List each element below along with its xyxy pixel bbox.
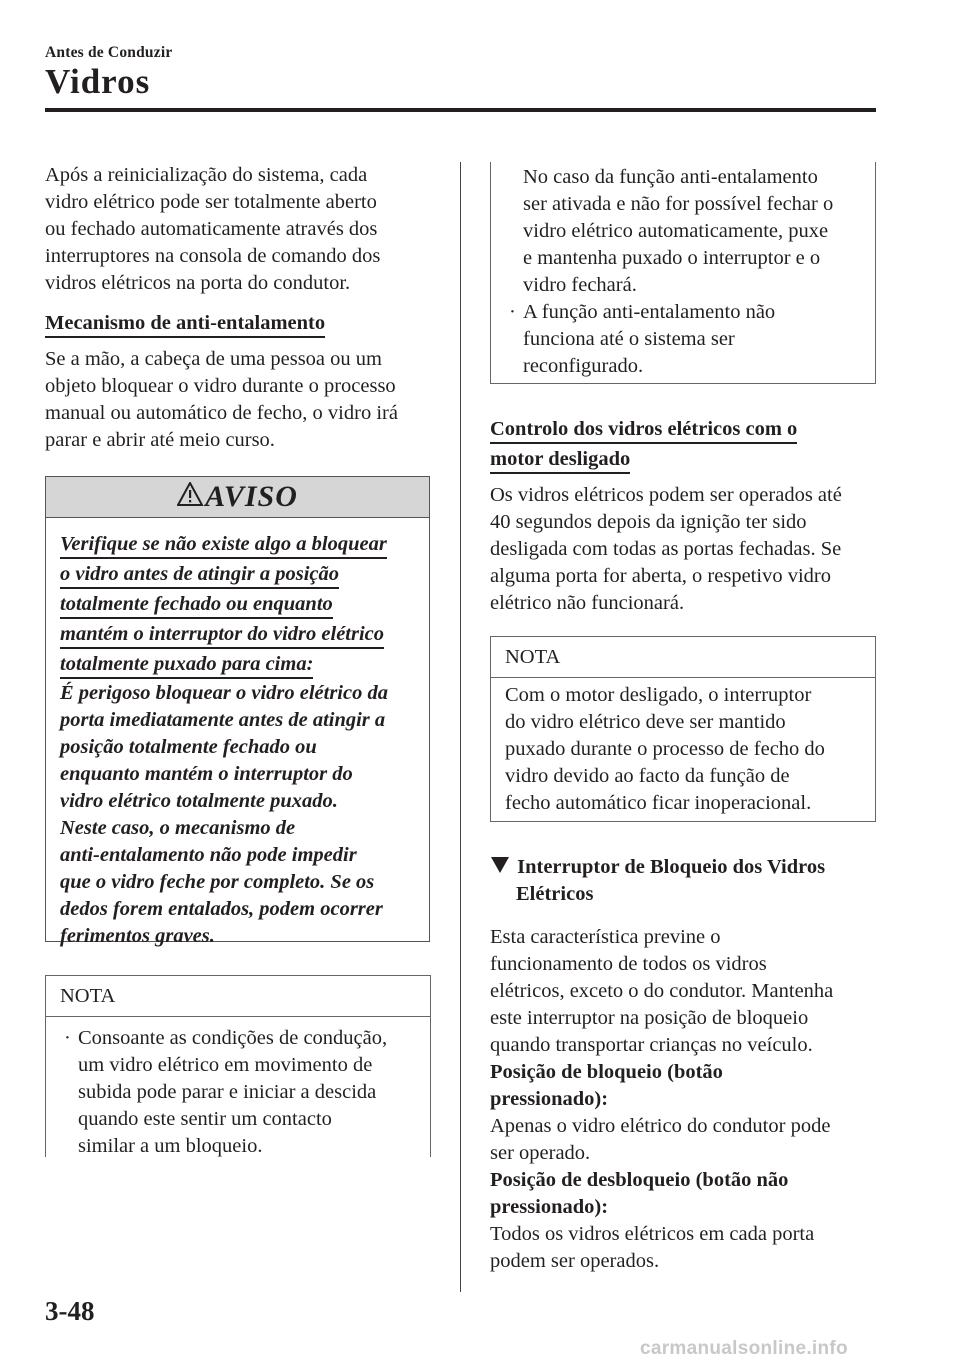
text-line: ou fechado automaticamente através dos	[45, 218, 378, 240]
note-continued-body	[491, 162, 875, 380]
lock-paragraph	[490, 924, 885, 1275]
mechanism-paragraph	[45, 346, 445, 454]
page-number: 3-48	[45, 1296, 95, 1326]
lock-heading-line: Interruptor de Bloqueio dos Vidros	[517, 856, 826, 878]
text-line: Após a reinicialização do sistema, cada	[45, 164, 368, 186]
section-label: Antes de Conduzir	[45, 44, 173, 61]
text-line: alguma porta for aberta, o respetivo vidro	[490, 565, 831, 587]
warning-underlined-line: mantém o interruptor do vidro elétrico	[60, 622, 384, 649]
note-title: NOTA	[491, 637, 875, 678]
text-line: manual ou automático de fecho, o vidro irá	[45, 402, 398, 424]
text-line: vidro fechará.	[523, 274, 637, 296]
warning-text-line: É perigoso bloquear o vidro elétrico da	[60, 682, 388, 704]
warning-text-line: que o vidro feche por completo. Se os	[60, 871, 375, 893]
lock-heading-line: Elétricos	[516, 883, 594, 905]
warning-text-line: ferimentos graves.	[60, 925, 215, 947]
text-line: este interruptor na posição de bloqueio	[490, 1007, 809, 1029]
text-line: Os vidros elétricos podem ser operados até	[490, 484, 842, 506]
page-title: Vidros	[45, 62, 151, 101]
warning-text-line: Neste caso, o mecanismo de	[60, 817, 296, 839]
unlock-position-heading: Posição de desbloqueio (botão não	[490, 1169, 789, 1191]
note-body	[46, 1017, 430, 1160]
warning-underlined-line: totalmente fechado ou enquanto	[60, 592, 333, 619]
lock-position-heading: pressionado):	[490, 1088, 609, 1110]
text-line: Todos os vidros elétricos em cada porta	[490, 1223, 815, 1245]
warning-text-line: enquanto mantém o interruptor do	[60, 763, 353, 785]
text-line: podem ser operados.	[490, 1250, 660, 1272]
lock-position-heading: Posição de bloqueio (botão	[490, 1061, 723, 1083]
bullet-icon: ·	[509, 301, 516, 323]
warning-header	[46, 477, 429, 518]
text-line: parar e abrir até meio curso.	[45, 429, 275, 451]
text-line: quando transportar crianças no veículo.	[490, 1034, 813, 1056]
text-line: um vidro elétrico em movimento de	[78, 1054, 373, 1076]
note-box-continued	[490, 162, 876, 384]
warning-underlined-line: Verifique se não existe algo a bloquear	[60, 532, 387, 559]
text-line: vidro elétrico pode ser totalmente aberto	[45, 191, 377, 213]
triangle-down-icon	[490, 856, 510, 874]
text-line: Se a mão, a cabeça de uma pessoa ou um	[45, 348, 382, 370]
text-line: ser operado.	[490, 1142, 591, 1164]
column-divider	[460, 162, 461, 1292]
watermark: carmanualsonline.info	[640, 1338, 848, 1359]
text-line: desligada com todas as portas fechadas. Se	[490, 538, 842, 560]
text-line: interruptores na consola de comando dos	[45, 245, 381, 267]
text-line: ser ativada e não for possível fechar o	[523, 193, 834, 215]
text-line: subida pode parar e iniciar a descida	[78, 1081, 377, 1103]
warning-text-line: anti-entalamento não pode impedir	[60, 844, 357, 866]
note-title: NOTA	[46, 976, 430, 1017]
text-line: do vidro elétrico deve ser mantido	[505, 711, 786, 733]
text-line: puxado durante o processo de fecho do	[505, 738, 825, 760]
text-line: Consoante as condições de condução,	[78, 1027, 388, 1049]
text-line: A função anti-entalamento não	[523, 301, 776, 323]
note-box-left	[45, 975, 431, 1157]
text-line: elétricos, exceto o do condutor. Mantenha	[490, 980, 834, 1002]
note-body	[491, 678, 875, 817]
text-line: No caso da função anti-entalamento	[523, 166, 818, 188]
control-heading-cont: motor desligado	[490, 447, 630, 474]
lock-heading	[490, 854, 885, 908]
bullet-icon: ·	[64, 1027, 71, 1049]
intro-paragraph	[45, 162, 445, 297]
text-line: reconfigurado.	[523, 355, 644, 377]
warning-underlined-line: totalmente puxado para cima:	[60, 652, 313, 679]
text-line: quando este sentir um contacto	[78, 1108, 332, 1130]
mechanism-heading: Mecanismo de anti-entalamento	[45, 311, 325, 338]
text-line: 40 segundos depois da ignição ter sido	[490, 511, 807, 533]
text-line: vidros elétricos na porta do condutor.	[45, 272, 351, 294]
title-rule	[45, 108, 876, 112]
text-line: elétrico não funcionará.	[490, 592, 685, 614]
note-bullet-item	[505, 299, 867, 380]
warning-box	[45, 476, 430, 947]
text-line: similar a um bloqueio.	[78, 1135, 263, 1157]
unlock-position-heading: pressionado):	[490, 1196, 609, 1218]
text-line: Apenas o vidro elétrico do condutor pode	[490, 1115, 831, 1137]
warning-text-line: dedos forem entalados, podem ocorrer	[60, 898, 383, 920]
text-line: fecho automático ficar inoperacional.	[505, 792, 812, 814]
warning-text-line: posição totalmente fechado ou	[60, 736, 317, 758]
note-box-right	[490, 636, 876, 822]
text-line: vidro devido ao facto da função de	[505, 765, 790, 787]
warning-underlined-line: o vidro antes de atingir a posição	[60, 562, 339, 589]
text-line: Com o motor desligado, o interruptor	[505, 684, 812, 706]
warning-body	[60, 531, 420, 950]
warning-text-line: vidro elétrico totalmente puxado.	[60, 790, 338, 812]
text-line: funcionamento de todos os vidros	[490, 953, 767, 975]
warning-text-line: porta imediatamente antes de atingir a	[60, 709, 386, 731]
note-bullet-item	[60, 1025, 420, 1160]
text-line: Esta característica previne o	[490, 926, 721, 948]
control-heading-wrap	[490, 416, 797, 474]
text-line: funciona até o sistema ser	[523, 328, 735, 350]
text-line: objeto bloquear o vidro durante o processo	[45, 375, 396, 397]
control-paragraph	[490, 482, 885, 617]
mechanism-heading-wrap	[45, 310, 325, 338]
text-line: e mantenha puxado o interruptor e o	[523, 247, 821, 269]
warning-title: AVISO	[205, 480, 298, 513]
control-heading: Controlo dos vidros elétricos com o	[490, 417, 797, 444]
text-line: vidro elétrico automaticamente, puxe	[523, 220, 829, 242]
warning-triangle-icon	[177, 482, 203, 506]
